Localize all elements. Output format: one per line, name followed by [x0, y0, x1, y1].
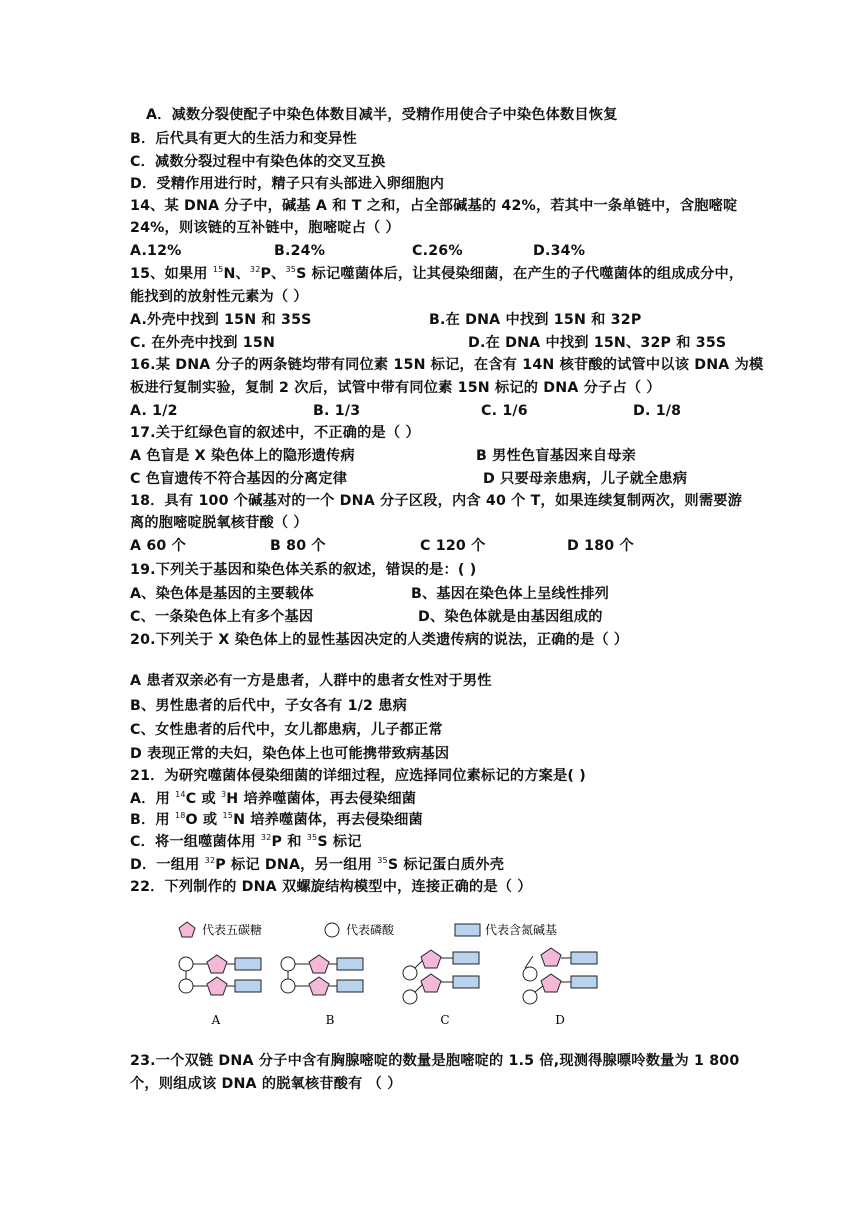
q17-option-b: B 男性色盲基因来自母亲 — [476, 448, 637, 464]
q18-stem-line1: 18．具有 100 个碱基对的一个 DNA 分子区段，内含 40 个 T，如果连续复制两次，则需要游 — [130, 493, 742, 509]
q14-option-c: C.26% — [412, 243, 463, 259]
q15-option-c: C. 在外壳中找到 15N — [130, 335, 276, 351]
q19-option-a: A、染色体是基因的主要载体 — [130, 586, 314, 602]
q18-option-d: D 180 个 — [567, 538, 634, 554]
q20-stem: 20.下列关于 X 染色体上的显性基因决定的人类遗传病的说法，正确的是（ ） — [130, 632, 629, 648]
q17-option-a: A 色盲是 X 染色体上的隐形遗传病 — [130, 448, 355, 464]
rectangle-legend-icon — [455, 924, 480, 936]
model-c — [403, 950, 479, 1004]
q20-option-d: D 表现正常的夫妇，染色体上也可能携带致病基因 — [130, 746, 450, 762]
dna-model-figure — [165, 918, 615, 1028]
q15-stem-line1: 15、如果用 $^{15}$N、$^{32}$P、$^{35}$S 标记噬菌体后，让其侵染细菌，在产生的子代噬菌体的组成成分中， — [130, 265, 744, 282]
q13-option-a: A．减数分裂使配子中染色体数目减半，受精作用使合子中染色体数目恢复 — [146, 107, 618, 123]
q20-option-b: B、男性患者的后代中，子女各有 1/2 患病 — [130, 698, 408, 714]
q19-stem: 19.下列关于基因和染色体关系的叙述，错误的是：( ) — [130, 562, 477, 578]
q14-option-d: D.34% — [533, 243, 586, 259]
q19-option-c: C、一条染色体上有多个基因 — [130, 609, 314, 625]
legend-base — [455, 922, 557, 937]
q23-stem-line2: 个，则组成该 DNA 的脱氧核苷酸有 （ ） — [130, 1076, 402, 1092]
q21-option-d: D．一组用 $^{32}$P 标记 DNA，另一组用 $^{35}$S 标记蛋白质外壳 — [130, 856, 505, 873]
q16-option-c: C. 1/6 — [481, 403, 528, 419]
legend-base-label: 代表含氮碱基 — [485, 923, 558, 937]
model-d — [523, 948, 597, 1004]
q14-option-a: A.12% — [130, 243, 182, 259]
pentagon-legend-icon — [179, 922, 195, 937]
legend-sugar-label: 代表五碳糖 — [202, 923, 263, 937]
q13-option-b: B．后代具有更大的生活力和变异性 — [130, 131, 357, 147]
option-label-b: B — [325, 1013, 335, 1027]
legend-phosphate — [325, 922, 395, 937]
q19-option-d: D、染色体就是由基因组成的 — [418, 609, 603, 625]
q14-stem-line1: 14、某 DNA 分子中，碱基 A 和 T 之和，占全部碱基的 42%，若其中一条单链中，含胞嘧啶 — [130, 198, 738, 214]
legend-sugar — [179, 922, 262, 937]
circle-legend-icon — [325, 923, 339, 937]
model-a — [179, 955, 261, 995]
q13-option-c: C．减数分裂过程中有染色体的交叉互换 — [130, 154, 386, 170]
q21-stem: 21．为研究噬菌体侵染细菌的详细过程，应选择同位素标记的方案是( ) — [130, 768, 586, 784]
q15-option-a: A.外壳中找到 15N 和 35S — [130, 312, 312, 328]
q19-option-b: B、基因在染色体上呈线性排列 — [411, 586, 610, 602]
q18-stem-line2: 离的胞嘧啶脱氧核苷酸（ ） — [130, 515, 308, 531]
q17-stem: 17.关于红绿色盲的叙述中，不正确的是（ ） — [130, 425, 420, 441]
legend-phosphate-label: 代表磷酸 — [346, 923, 395, 937]
q23-stem-line1: 23.一个双链 DNA 分子中含有胸腺嘧啶的数量是胞嘧啶的 1.5 倍,现测得腺嘌呤数量为 1 800 — [130, 1053, 740, 1069]
q16-stem-line1: 16.某 DNA 分子的两条链均带有同位素 15N 标记，在含有 14N 核苷酸的试管中以该 DNA 为模 — [130, 357, 764, 373]
q22-stem: 22．下列制作的 DNA 双螺旋结构模型中，连接正确的是（ ） — [130, 879, 532, 895]
q21-option-b: B．用 $^{18}$O 或 $^{15}$N 培养噬菌体，再去侵染细菌 — [130, 811, 423, 828]
q17-option-c: C 色盲遗传不符合基因的分离定律 — [130, 471, 348, 487]
q16-stem-line2: 板进行复制实验，复制 2 次后，试管中带有同位素 15N 标记的 DNA 分子占（ ） — [130, 380, 661, 396]
q16-option-d: D. 1/8 — [633, 403, 682, 419]
q15-option-b: B.在 DNA 中找到 15N 和 32P — [429, 312, 642, 328]
q15-stem-line2: 能找到的放射性元素为（ ） — [130, 289, 308, 305]
option-label-a: A — [211, 1013, 221, 1027]
q16-option-a: A. 1/2 — [130, 403, 178, 419]
q20-option-c: C、女性患者的后代中，女儿都患病，儿子都正常 — [130, 722, 443, 738]
model-b — [281, 955, 363, 995]
q14-stem-line2: 24%，则该链的互补链中，胞嘧啶占（ ） — [130, 220, 400, 236]
q18-option-c: C 120 个 — [420, 538, 486, 554]
q20-option-a: A 患者双亲必有一方是患者，人群中的患者女性对于男性 — [130, 673, 492, 689]
q18-option-a: A 60 个 — [130, 538, 186, 554]
q18-option-b: B 80 个 — [270, 538, 326, 554]
q21-option-a: A．用 $^{14}$C 或 $^3$H 培养噬菌体，再去侵染细菌 — [130, 790, 417, 807]
option-label-c: C — [440, 1013, 450, 1027]
q21-option-c: C．将一组噬菌体用 $^{32}$P 和 $^{35}$S 标记 — [130, 833, 362, 850]
option-label-d: D — [555, 1013, 565, 1027]
q13-option-d: D．受精作用进行时，精子只有头部进入卵细胞内 — [130, 176, 445, 192]
q15-option-d: D.在 DNA 中找到 15N、32P 和 35S — [468, 335, 727, 351]
q16-option-b: B. 1/3 — [313, 403, 361, 419]
q14-option-b: B.24% — [274, 243, 326, 259]
q17-option-d: D 只要母亲患病，儿子就全患病 — [483, 471, 688, 487]
